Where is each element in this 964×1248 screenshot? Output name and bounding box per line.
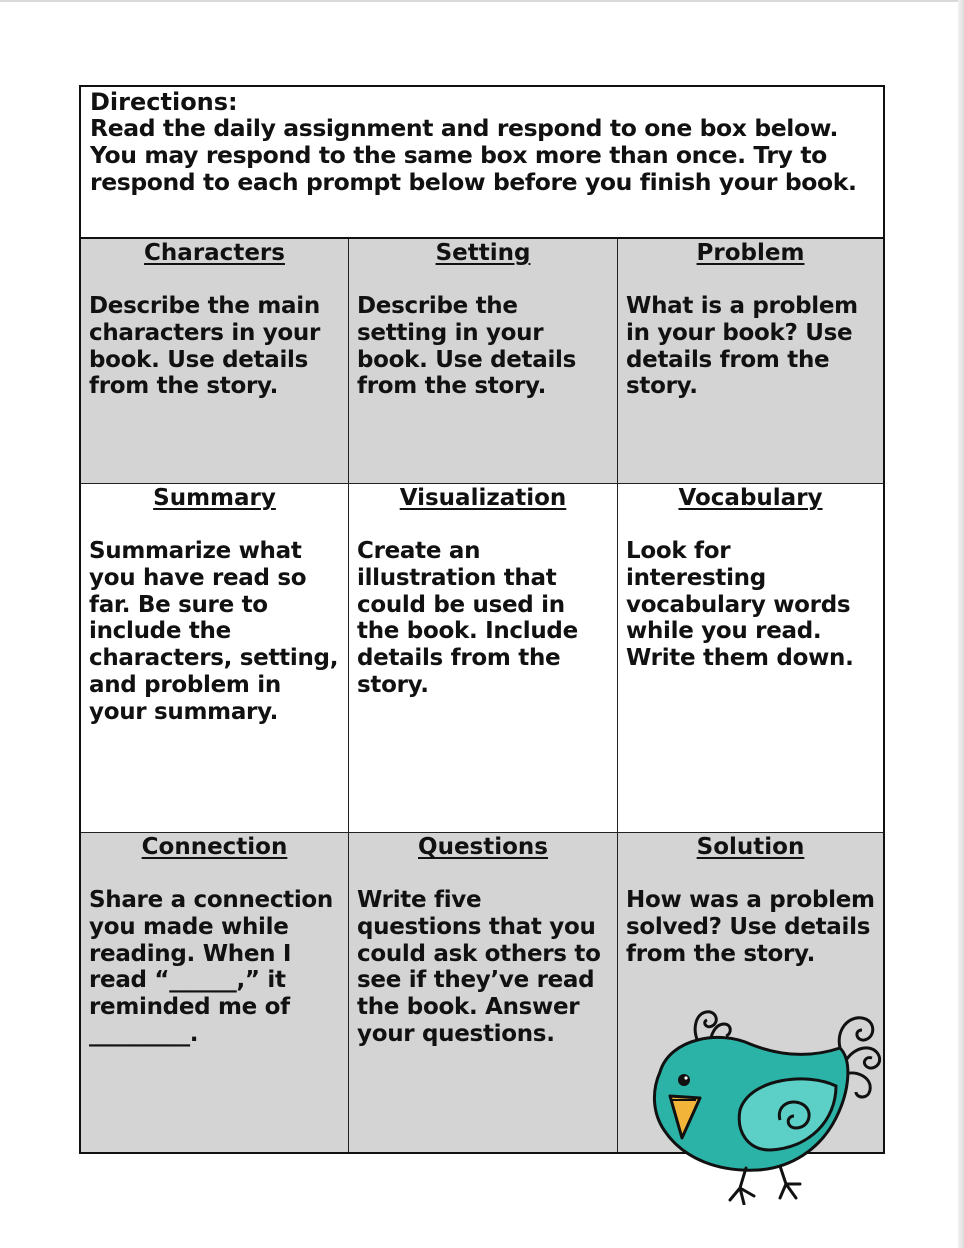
box-text: Look for interesting vocabulary words while you read. Write them down. [626,538,854,672]
box-text: Write five questions that you could ask others to see if they’ve read the book. Answer your questions. [357,887,601,1047]
page-edge-top [0,0,964,2]
box-title: Setting [435,240,531,266]
box-text: Create an illustration that could be used in the book. Include details from the story. [357,538,578,698]
box-visualization [349,484,617,832]
box-text: How was a problem solved? Use details from the story. [626,887,875,967]
directions-text: Read the daily assignment and respond to one box below. You may respond to the same box more than once. Try to respond to each prompt below before you finish your book. [90,114,857,196]
box-characters [81,239,348,483]
box-title: Questions [418,834,548,860]
box-text: Describe the setting in your book. Use details from the story. [357,293,577,400]
directions-title: Directions: [90,88,238,116]
grid-divider-vertical [348,239,349,1152]
box-text: What is a problem in your book? Use details from the story. [626,293,858,400]
response-sheet [79,85,885,1154]
box-setting [349,239,617,483]
directions-box [81,87,883,239]
grid-divider-horizontal [81,832,883,833]
box-connection [81,833,348,1152]
page-edge-right [958,0,964,1248]
box-problem [618,239,883,483]
grid-divider-vertical [617,239,618,1152]
box-text: Describe the main characters in your book. Use details from the story. [89,293,321,400]
box-title: Vocabulary [678,485,823,511]
box-title: Summary [153,485,276,511]
box-text: Share a connection you made while reading. When I read “______,” it reminded me of _________. [89,887,334,1047]
box-text: Summarize what you have read so far. Be sure to include the characters, setting, and problem in your summary. [89,538,339,725]
box-title: Characters [144,240,285,266]
bird-illustration [640,1000,890,1205]
box-title: Solution [696,834,805,860]
box-title: Connection [141,834,288,860]
box-vocabulary [618,484,883,832]
grid-divider-horizontal [81,483,883,484]
box-title: Problem [696,240,805,266]
box-questions [349,833,617,1152]
box-summary [81,484,348,832]
box-title: Visualization [399,485,567,511]
